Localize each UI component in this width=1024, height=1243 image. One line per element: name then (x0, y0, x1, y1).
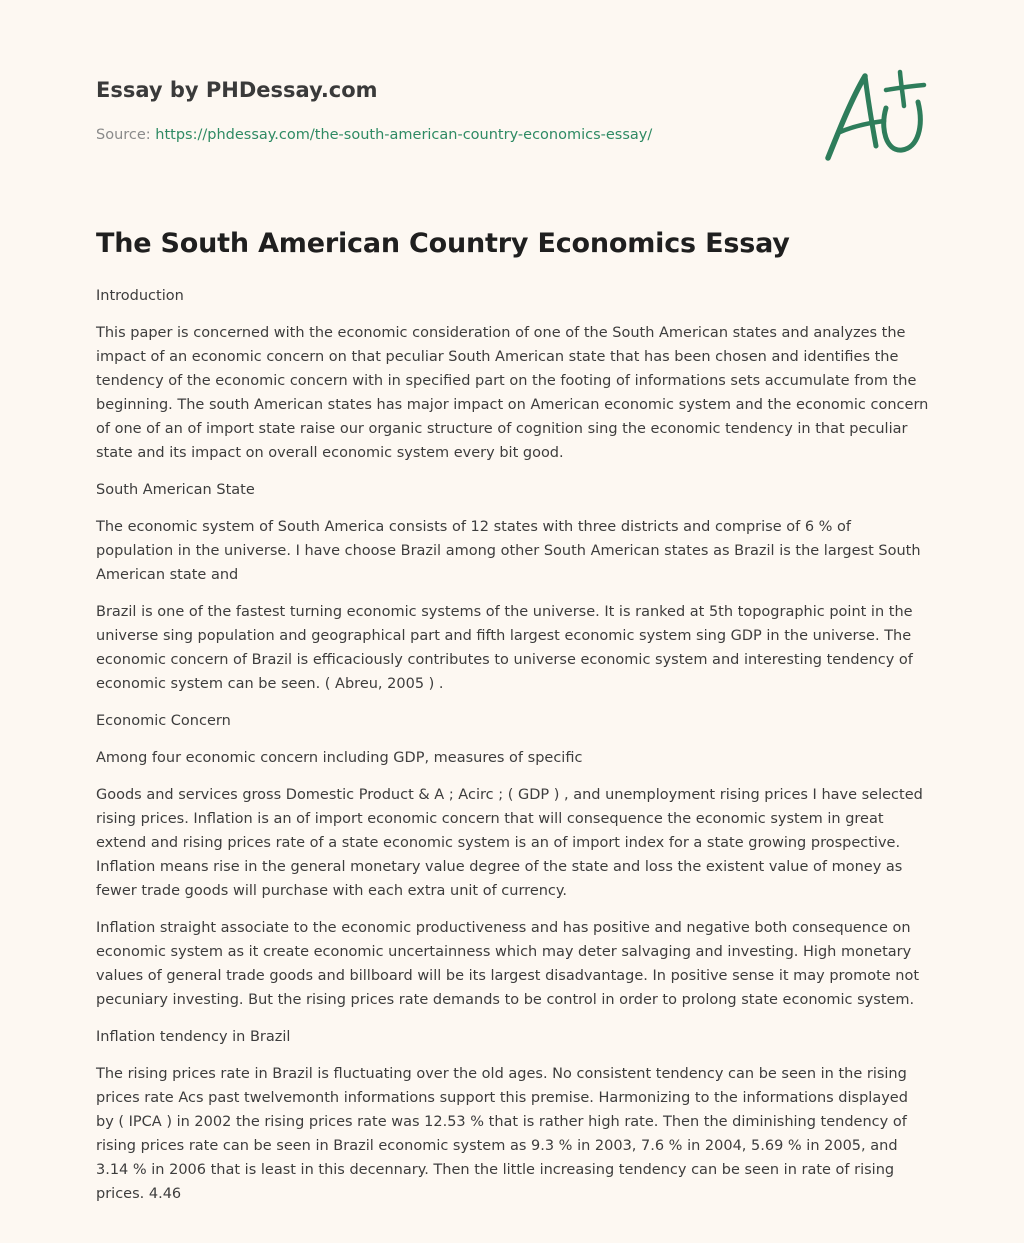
a-plus-logo-svg (818, 66, 930, 166)
paragraph: Goods and services gross Domestic Product & A ; Acirc ; ( GDP ) , and unemployment rising prices I have selected rising prices. Inflation is an of import economic concern that will consequence the economic system in great extend and rising prices rate of a state economic system is an of import index for a state growing prospective. Inflation means rise in the general monetary value degree of the state and loss the existent value of money as fewer trade goods will purchase with each extra unit of currency. (96, 787, 923, 899)
essay-title: The South American Country Economics Essay (96, 228, 790, 259)
a-plus-logo-icon (818, 66, 930, 166)
paragraph: Among four economic concern including GDP, measures of specific (96, 750, 583, 766)
section-heading: Introduction (96, 288, 184, 304)
paragraph: The rising prices rate in Brazil is fluctuating over the old ages. No consistent tendency can be seen in the rising prices rate Acs past twelvemonth informations support this premise. Harmonizing to the informations displayed by ( IPCA ) in 2002 the rising prices rate was 12.53 % that is rather high rate. Then the diminishing tendency of rising prices rate can be seen in Brazil economic system as 9.3 % in 2003, 7.6 % in 2004, 5.69 % in 2005, and 3.14 % in 2006 that is least in this decennary. Then the little increasing tendency can be seen in rate of rising prices. 4.46 (96, 1066, 908, 1202)
section-heading: Economic Concern (96, 713, 231, 729)
paragraph: The economic system of South America consists of 12 states with three districts and comprise of 6 % of population in the universe. I have choose Brazil among other South American states as Brazil is the largest South American state and (96, 519, 921, 583)
paragraph: Brazil is one of the fastest turning economic systems of the universe. It is ranked at 5th topographic point in the universe sing population and geographical part and fifth largest economic system sing GDP in the universe. The economic concern of Brazil is efficaciously contributes to universe economic system and interesting tendency of economic system can be seen. ( Abreu, 2005 ) . (96, 604, 913, 692)
paragraph: Inflation straight associate to the economic productiveness and has positive and negative both consequence on economic system as it create economic uncertainness which may deter salvaging and investing. High monetary values of general trade goods and billboard will be its largest disadvantage. In positive sense it may promote not pecuniary investing. But the rising prices rate demands to be control in order to prolong state economic system. (96, 920, 920, 1008)
site-title: Essay by PHDessay.com (96, 78, 378, 102)
paragraph: This paper is concerned with the economic consideration of one of the South American states and analyzes the impact of an economic concern on that peculiar South American state that has been chosen and identifies the tendency of the economic concern with in specified part on the footing of informations sets accumulate from the beginning. The south American states has major impact on American economic system and the economic concern of one of an of import state raise our organic structure of cognition sing the economic tendency in that peculiar state and its impact on overall economic system every bit good. (96, 325, 929, 461)
section-heading: South American State (96, 482, 255, 498)
page-header (96, 76, 796, 145)
source-label: Source: (96, 127, 156, 143)
source-link[interactable]: https://phdessay.com/the-south-american-country-economics-essay/ (155, 127, 653, 143)
source-line (96, 125, 796, 145)
section-heading: Inflation tendency in Brazil (96, 1029, 291, 1045)
essay-body (96, 284, 930, 1219)
